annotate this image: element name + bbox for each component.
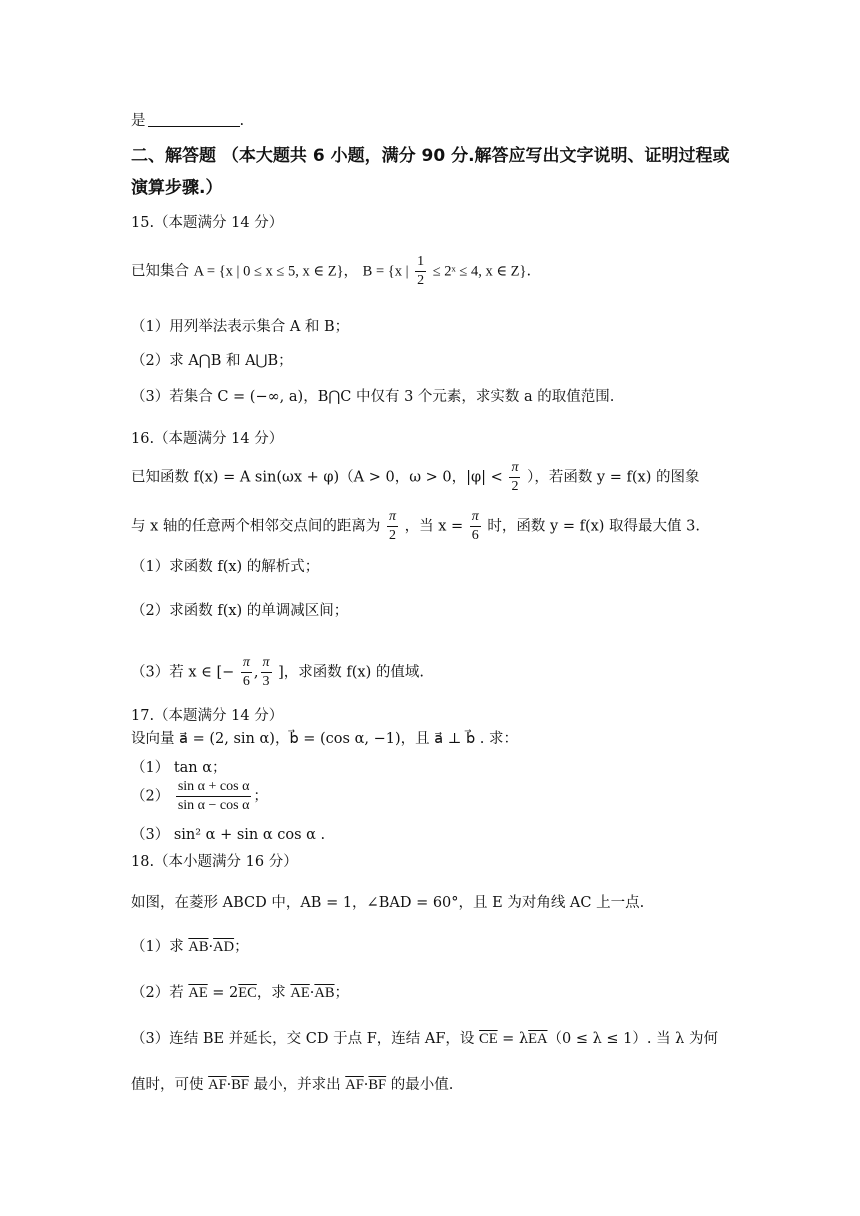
q16-frac-pi-2: [509, 461, 520, 494]
q18-p1-a: （1）求: [131, 939, 189, 955]
q18-part2: [131, 982, 349, 1004]
q16-frac1-den: 2: [511, 479, 519, 494]
section-heading-line1: 二、解答题 （本大题共 6 小题，满分 90 分.解答应写出文字说明、证明过程或: [131, 146, 730, 166]
answer-blank: [148, 112, 240, 127]
blank-answer-line: [131, 110, 244, 132]
q17-stem: 设向量 a⃗ = (2, sin α)，b⃗ = (cos α, −1)，且 a⃗ ⊥ b⃗ . 求：: [131, 731, 518, 747]
q15-set-a: A = {x | 0 ≤ x ≤ 5, x ∈ Z}: [193, 263, 344, 280]
q16-frac-pi-6: [470, 510, 481, 543]
vector-af-2: $\overline{AF}$: [345, 1077, 364, 1093]
q16-p3-den2: 3: [262, 674, 270, 689]
q16-stem2-c: 时，函数 y = f(x) 取得最大值 3.: [487, 518, 701, 535]
q17-part3: （3） sin² α + sin α cos α .: [131, 827, 326, 843]
q15-set-b-right: ≤ 2ˣ ≤ 4, x ∈ Z}: [432, 263, 527, 280]
vector-ae-2: $\overline{AE}$: [290, 985, 310, 1001]
vector-ce: $\overline{CE}$: [479, 1031, 498, 1047]
q18-p4-c: 的最小值.: [386, 1077, 454, 1093]
vector-bf-2: $\overline{BF}$: [368, 1077, 387, 1093]
q18-stem: 如图，在菱形 ABCD 中，AB = 1，∠BAD = 60°，且 E 为对角线 AC 上一点.: [131, 895, 645, 911]
section-heading-line2: 演算步骤.）: [131, 178, 223, 198]
q15-header: 15.（本题满分 14 分）: [131, 215, 284, 231]
q18-p4-dot2: ·: [363, 1077, 369, 1093]
vector-ae: $\overline{AE}$: [188, 985, 208, 1001]
q18-p2-a: （2）若: [131, 985, 189, 1001]
q18-p3-b: （0 ≤ λ ≤ 1）. 当 λ 为何: [547, 1031, 718, 1047]
q15-part3: （3）若集合 C = (−∞, a)，B⋂C 中仅有 3 个元素，求实数 a 的取值范围.: [131, 389, 615, 405]
q17-p2-tail: ；: [253, 788, 268, 805]
q18-p2-c: ；: [334, 985, 350, 1001]
q16-p3-b: ]，求函数 f(x) 的值域.: [278, 664, 424, 681]
q18-p3-eq: = λ: [497, 1031, 529, 1047]
q16-stem1-b: ），若函数 y = f(x) 的图象: [527, 469, 700, 486]
q16-frac1-num: π: [509, 461, 520, 478]
vector-ec: $\overline{EC}$: [238, 985, 257, 1001]
vector-bf: $\overline{BF}$: [231, 1077, 250, 1093]
q16-stem2-b: ，当 x =: [404, 518, 464, 535]
q18-p4-b: 最小，并求出: [249, 1077, 346, 1093]
q17-frac-den: sin α − cos α: [177, 798, 250, 813]
q18-p1-dot: ·: [208, 939, 214, 955]
q18-p2-dot: ·: [309, 985, 315, 1001]
q16-p3-num2: π: [261, 656, 272, 673]
vector-ab-2: $\overline{AB}$: [314, 985, 335, 1001]
q18-part3: [131, 1028, 718, 1050]
q15-fraction: [415, 255, 426, 288]
q15-frac-den: 2: [417, 273, 425, 288]
q15-stem-prefix: 已知集合: [131, 263, 189, 280]
q16-frac2-num: π: [387, 510, 398, 527]
q16-stem-line1: [131, 461, 699, 494]
q16-p3-num1: π: [241, 656, 252, 673]
q15-frac-num: 1: [415, 255, 426, 272]
blank-suffix: .: [239, 113, 245, 129]
q16-header: 16.（本题满分 14 分）: [131, 431, 284, 447]
q18-part1: [131, 936, 249, 958]
q18-part3-cont: [131, 1074, 453, 1096]
q18-p3-a: （3）连结 BE 并延长，交 CD 于点 F，连结 AF，设: [131, 1031, 480, 1047]
vector-ea: $\overline{EA}$: [528, 1031, 548, 1047]
q16-part3: [131, 656, 424, 689]
q18-p4-a: 值时，可使: [131, 1077, 209, 1093]
q17-part2: [131, 780, 268, 813]
q16-stem-line2: [131, 510, 700, 543]
q15-part1: （1）用列举法表示集合 A 和 B；: [131, 319, 350, 335]
q16-p3-den1: 6: [242, 674, 250, 689]
q16-part1: （1）求函数 f(x) 的解析式；: [131, 559, 320, 575]
q16-stem1-a: 已知函数 f(x) = A sin(ωx + φ)（A > 0，ω > 0，|φ| <: [131, 469, 503, 486]
q17-p2-label: （2）: [131, 788, 170, 805]
q15-stem: 已知集合 A = {x | 0 ≤ x ≤ 5, x ∈ Z}， B = {x | $\frac{1}{2}$ ≤ 2ˣ ≤ 4, x ∈ Z}.: [131, 254, 532, 288]
q16-frac-pi-2b: [387, 510, 398, 543]
q17-fraction: [176, 780, 252, 813]
q18-p1-b: ；: [234, 939, 249, 955]
q16-frac-pi-3: [261, 656, 272, 689]
q17-part1: （1） tan α；: [131, 760, 227, 776]
q16-frac2-den: 2: [389, 528, 397, 543]
vector-af: $\overline{AF}$: [208, 1077, 227, 1093]
q18-p4-dot: ·: [226, 1077, 232, 1093]
q16-frac3-num: π: [470, 510, 481, 527]
q16-p3-a: （3）若 x ∈ [−: [131, 664, 235, 681]
q16-part2: （2）求函数 f(x) 的单调减区间；: [131, 603, 349, 619]
q15-part2: （2）求 A⋂B 和 A⋃B；: [131, 353, 293, 369]
q18-p2-eq: = 2: [207, 985, 239, 1001]
q16-stem2-a: 与 x 轴的任意两个相邻交点间的距离为: [131, 518, 381, 535]
q15-set-b-left: B = {x |: [362, 263, 409, 280]
q17-header: 17.（本题满分 14 分）: [131, 708, 284, 724]
q16-frac3-den: 6: [471, 528, 479, 543]
blank-prefix: 是: [131, 113, 146, 129]
vector-ab: $\overline{AB}$: [188, 939, 209, 955]
q16-p3-comma: ,: [253, 664, 259, 681]
q16-frac-pi-6b: [241, 656, 252, 689]
q18-p2-b: ，求: [256, 985, 291, 1001]
vector-ad: $\overline{AD}$: [213, 939, 235, 955]
q18-header: 18.（本小题满分 16 分）: [131, 854, 298, 870]
q17-frac-num: sin α + cos α: [176, 780, 252, 797]
